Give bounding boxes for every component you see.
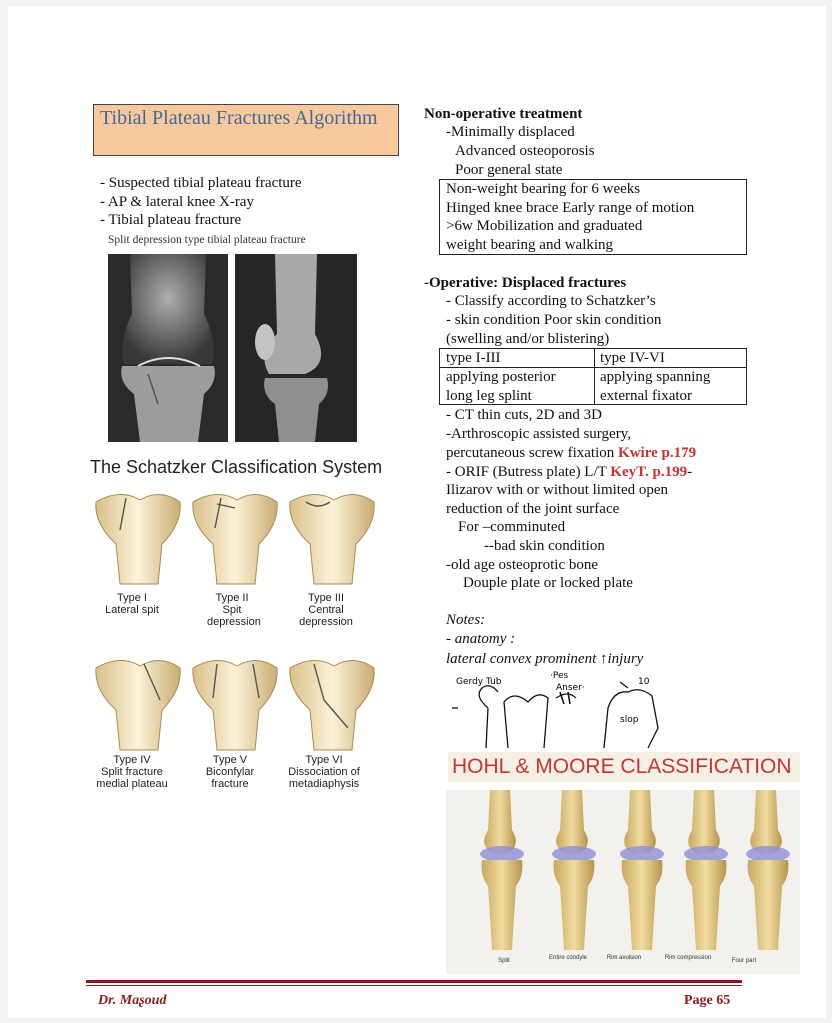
hohl-knee-2 [552, 790, 596, 950]
anser-handwriting: Anser· [556, 683, 585, 693]
page-number: Page 65 [684, 993, 731, 1008]
nonop-heading: Non-operative treatment [424, 106, 583, 122]
schatzker-title: The Schatzker Classification System [90, 457, 383, 477]
slop-handwriting: slop [620, 715, 639, 725]
hohl-label: Rim compression [664, 955, 712, 961]
table-header: type IV-VI [600, 350, 665, 366]
nonop-item: -Minimally displaced [446, 124, 575, 140]
notes-line: - anatomy : [446, 631, 516, 647]
op-line: -old age osteoprotic bone [446, 557, 599, 573]
hohl-knee-5 [746, 790, 790, 950]
nonop-item: Advanced osteoporosis [455, 143, 595, 159]
xray-caption: Split depression type tibial plateau fracture [108, 234, 306, 246]
table-cell: applying spanning external fixator [600, 369, 711, 404]
op-line: - CT thin cuts, 2D and 3D [446, 407, 602, 423]
nonop-item: Poor general state [455, 162, 563, 178]
pes-handwriting: ·Pes [550, 671, 569, 681]
number-handwriting: 10 [638, 677, 650, 687]
list-item: - Suspected tibial plateau fracture [100, 175, 302, 191]
schatzker-caption: Type IV Split fracture medial plateau [96, 754, 168, 790]
keyt-reference: KeyT. p.199 [610, 464, 688, 480]
hohl-label: Split [498, 958, 510, 964]
left-list [100, 174, 302, 230]
table-cell: applying posterior long leg splint [446, 369, 556, 404]
op-line: Douple plate or locked plate [463, 575, 633, 591]
schatzker-type-1-bone [96, 494, 180, 584]
schatzker-type-5-bone [193, 660, 277, 750]
op-table [439, 348, 747, 405]
gerdy-handwriting: Gerdy Tub [456, 677, 502, 687]
schatzker-type-4-bone [96, 660, 180, 750]
op-line: --bad skin condition [484, 538, 605, 554]
op-line: Ilizarov with or without limited open [446, 482, 669, 498]
anatomy-sketch [444, 668, 684, 750]
notes-heading: Notes: [446, 612, 486, 628]
schatzker-type-2-bone [193, 494, 277, 584]
xray-ap-image [108, 254, 228, 442]
xray-lateral-image [235, 254, 357, 442]
schatzker-caption: Type II Spit depression [207, 592, 261, 628]
list-item: - Tibial plateau fracture [100, 212, 242, 228]
kwire-reference: Kwire p.179 [618, 445, 697, 461]
hohl-label: Rim avulsion [606, 955, 642, 961]
op-heading: -Operative: Displaced fractures [424, 275, 627, 291]
hohl-illustration [446, 790, 800, 974]
hohl-knee-3 [620, 790, 664, 950]
schatzker-caption: Type VI Dissociation of metadiaphysis [288, 754, 360, 790]
schatzker-caption: Type V Biconfylar fracture [205, 754, 255, 790]
hohl-knee-1 [480, 790, 524, 950]
op-item: - skin condition Poor skin condition [446, 312, 662, 328]
footer-author: Dr. Maʂoud [98, 993, 167, 1008]
op-line: For –comminuted [458, 519, 566, 535]
hohl-label: Entire condyle [548, 955, 588, 961]
schatzker-caption: Type III Central depression [299, 592, 353, 628]
nonop-box: Non-weight bearing for 6 weeks Hinged knee brace Early range of motion >6w Mobilization and graduated weight bearing and walking [439, 179, 747, 255]
op-line-orif: - ORIF (Butress plate) L/T KeyT. p.199- [446, 464, 693, 480]
schatzker-type-6-bone [290, 660, 374, 750]
footer-divider [86, 980, 742, 983]
schatzker-type-3-bone [290, 494, 374, 584]
op-line: -Arthroscopic assisted surgery, [446, 426, 631, 442]
op-item: (swelling and/or blistering) [446, 331, 610, 347]
op-line: reduction of the joint surface [446, 501, 620, 517]
footer-divider [86, 985, 742, 986]
hohl-label: Four part [731, 958, 757, 964]
list-item: - AP & lateral knee X-ray [100, 193, 254, 210]
table-header: type I-III [446, 350, 501, 366]
op-line-kwire: percutaneous screw fixation Kwire p.179 [446, 445, 697, 461]
notes-line: lateral convex prominent ↑injury [446, 651, 644, 667]
hohl-knee-4 [684, 790, 728, 950]
schatzker-caption: Type I Lateral spit [105, 592, 159, 616]
op-item: - Classify according to Schatzker’s [446, 293, 656, 309]
hohl-title: HOHL & MOORE CLASSIFICATION [448, 752, 800, 782]
page-title: Tibial Plateau Fractures Algorithm [93, 104, 399, 156]
